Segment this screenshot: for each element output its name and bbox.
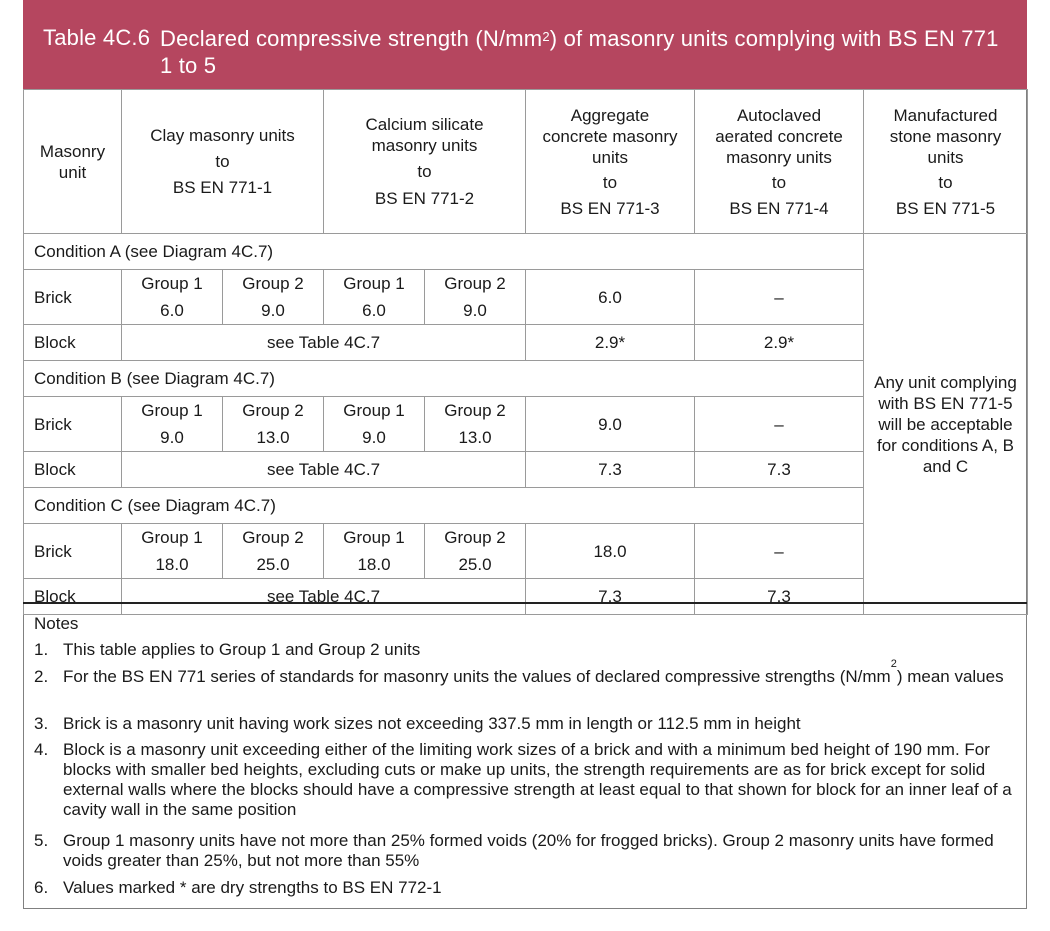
cell-autoclaved: – — [695, 270, 864, 325]
cell-clay-group1: Group 1 9.0 — [122, 397, 223, 452]
cell-aggregate: 18.0 — [526, 524, 695, 579]
cell-clay-group2: Group 2 13.0 — [223, 397, 324, 452]
col-header-autoclaved: Autoclaved aerated concrete masonry units to BS EN 771-4 — [695, 90, 864, 234]
cell-autoclaved: 7.3 — [695, 579, 864, 615]
cell-see-table: see Table 4C.7 — [122, 325, 526, 361]
notes-heading: Notes — [34, 614, 79, 633]
strength-table — [23, 89, 1028, 615]
row-label-block: Block — [24, 579, 122, 615]
cell-cs-group2: Group 2 13.0 — [425, 397, 526, 452]
condition-row — [24, 234, 1028, 270]
row-label-brick: Brick — [24, 524, 122, 579]
cell-see-table: see Table 4C.7 — [122, 452, 526, 488]
condition-label: Condition A (see Diagram 4C.7) — [24, 234, 864, 270]
col-header-clay: Clay masonry units to BS EN 771-1 — [122, 90, 324, 234]
cell-clay-group2: Group 2 25.0 — [223, 524, 324, 579]
table-title-bar — [23, 0, 1027, 89]
cell-aggregate: 2.9* — [526, 325, 695, 361]
cell-see-table: see Table 4C.7 — [122, 579, 526, 615]
col-header-aggregate: Aggregate concrete masonry units to BS EN 771-3 — [526, 90, 695, 234]
row-label-block: Block — [24, 325, 122, 361]
row-label-block: Block — [24, 452, 122, 488]
cell-cs-group2: Group 2 9.0 — [425, 270, 526, 325]
row-label-brick: Brick — [24, 270, 122, 325]
col-header-calcium-silicate: Calcium silicate masonry units to BS EN 771-2 — [324, 90, 526, 234]
col-header-manufactured-stone: Manufactured stone masonry units to BS EN 771-5 — [864, 90, 1028, 234]
cell-autoclaved: – — [695, 397, 864, 452]
manufactured-stone-note: Any unit complying with BS EN 771-5 will be acceptable for conditions A, B and C — [864, 234, 1028, 615]
note-item: 1. This table applies to Group 1 and Group 2 units — [34, 640, 421, 659]
note-item: 4. Block is a masonry unit exceeding either of the limiting work sizes of a brick and with a minimum bed height of 190 mm. For blocks with smaller bed heights, excluding cuts or make up units, the strength requirements are as for brick except for solid external walls where the blocks should have a compressive strength at least equal to that shown for block for an inner leaf of a cavity wall in the same position — [34, 740, 1012, 819]
cell-cs-group1: Group 1 9.0 — [324, 397, 425, 452]
note-item: 6. Values marked * are dry strengths to BS EN 772-1 — [34, 878, 442, 897]
cell-aggregate: 7.3 — [526, 452, 695, 488]
header-row — [24, 90, 1028, 234]
row-label-brick: Brick — [24, 397, 122, 452]
table-number: Table 4C.6 — [43, 25, 151, 50]
notes-section — [23, 602, 1027, 909]
cell-cs-group1: Group 1 6.0 — [324, 270, 425, 325]
cell-aggregate: 9.0 — [526, 397, 695, 452]
cell-clay-group2: Group 2 9.0 — [223, 270, 324, 325]
cell-cs-group1: Group 1 18.0 — [324, 524, 425, 579]
cell-autoclaved: 2.9* — [695, 325, 864, 361]
cell-aggregate: 6.0 — [526, 270, 695, 325]
table-title: Declared compressive strength $(N/mm^2)$ of masonry units complying with BS EN 771 1 to 5 — [160, 26, 999, 78]
note-item: 5. Group 1 masonry units have not more than 25% formed voids (20% for frogged bricks). Group 2 masonry units have formed voids greater than 25%, but not more than 55% — [34, 831, 994, 870]
condition-label: Condition B (see Diagram 4C.7) — [24, 361, 864, 397]
col-header-masonry-unit: Masonry unit — [24, 90, 122, 234]
cell-cs-group2: Group 2 25.0 — [425, 524, 526, 579]
note-item: 3. Brick is a masonry unit having work sizes not exceeding 337.5 mm in length or 112.5 mm in height — [34, 714, 801, 733]
note-item: 2. For the BS EN 771 series of standards for masonry units the values of declared compressive strengths $(N/mm^2)$ mean values — [34, 658, 1004, 686]
condition-label: Condition C (see Diagram 4C.7) — [24, 488, 864, 524]
cell-clay-group1: Group 1 6.0 — [122, 270, 223, 325]
cell-autoclaved: 7.3 — [695, 452, 864, 488]
cell-aggregate: 7.3 — [526, 579, 695, 615]
cell-clay-group1: Group 1 18.0 — [122, 524, 223, 579]
cell-autoclaved: – — [695, 524, 864, 579]
